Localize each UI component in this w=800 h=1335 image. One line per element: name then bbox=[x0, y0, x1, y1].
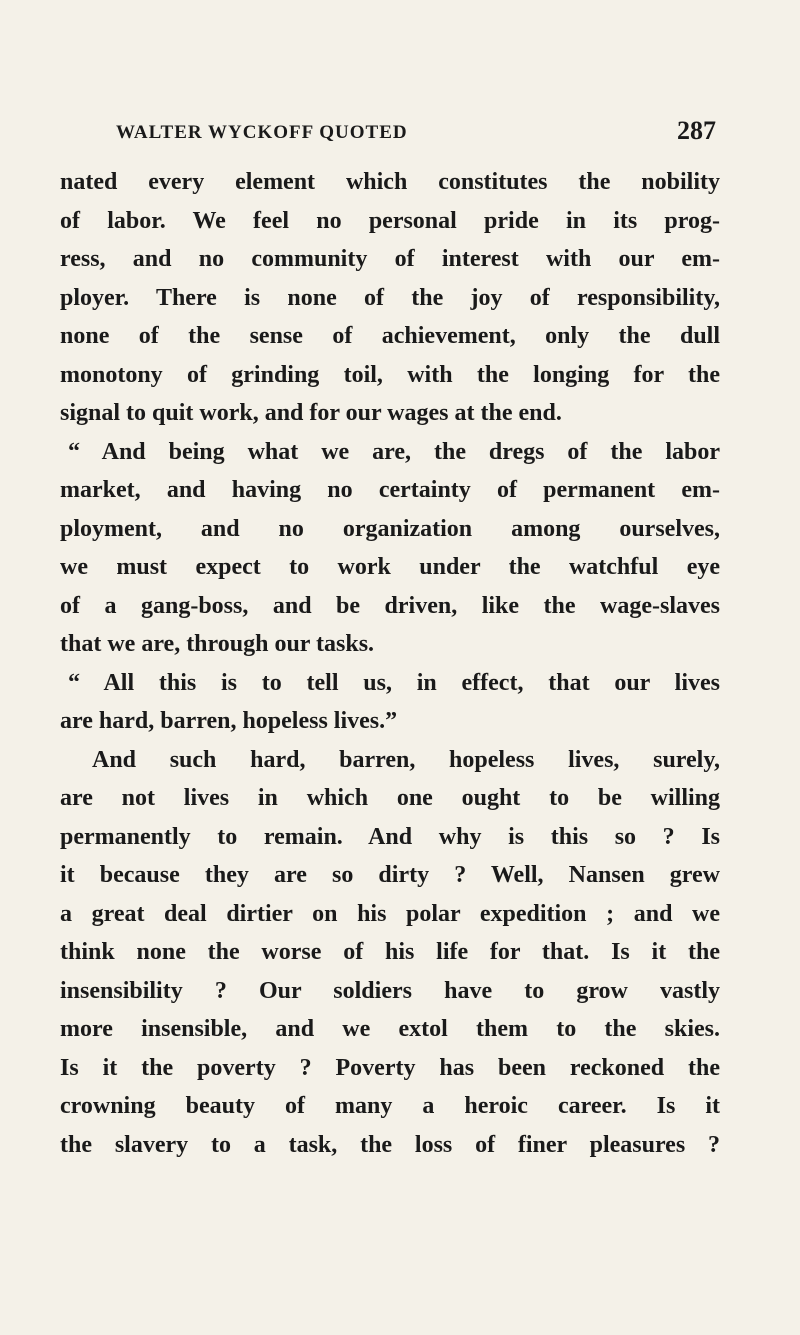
text-line: ployer. There is none of the joy of responsibility, bbox=[60, 284, 720, 311]
text-line: permanently to remain. And why is this so ? Is bbox=[60, 823, 720, 850]
text-line: And such hard, barren, hopeless lives, surely, bbox=[92, 746, 720, 773]
text-line: “ And being what we are, the dregs of the labor bbox=[68, 438, 720, 465]
text-line: are not lives in which one ought to be willing bbox=[60, 785, 720, 811]
text-line: of labor. We feel no personal pride in its prog- bbox=[60, 207, 720, 234]
text-line: insensibility ? Our soldiers have to grow vastly bbox=[60, 977, 720, 1004]
text-line: are hard, barren, hopeless lives.” bbox=[60, 708, 398, 734]
text-line: we must expect to work under the watchful eye bbox=[60, 554, 720, 580]
text-line: monotony of grinding toil, with the longing for the bbox=[60, 361, 720, 388]
text-line: a great deal dirtier on his polar expedition ; and we bbox=[60, 900, 720, 927]
text-line: market, and having no certainty of permanent em- bbox=[60, 477, 720, 503]
text-line: nated every element which constitutes the nobility bbox=[60, 169, 720, 195]
text-line: ress, and no community of interest with our em- bbox=[60, 246, 720, 272]
page-number: 287 bbox=[677, 116, 716, 145]
running-title: WALTER WYCKOFF QUOTED bbox=[116, 122, 408, 143]
text-line: “ All this is to tell us, in effect, that our lives bbox=[68, 669, 720, 696]
text-line: signal to quit work, and for our wages at the end. bbox=[60, 400, 562, 426]
text-line: none of the sense of achievement, only the dull bbox=[60, 323, 720, 349]
text-line: it because they are so dirty ? Well, Nansen grew bbox=[60, 862, 720, 888]
text-line: more insensible, and we extol them to the skies. bbox=[60, 1016, 720, 1042]
text-line: Is it the poverty ? Poverty has been reckoned the bbox=[60, 1054, 720, 1081]
text-line: ployment, and no organization among ourselves, bbox=[60, 515, 720, 542]
text-line: crowning beauty of many a heroic career. Is it bbox=[60, 1093, 720, 1119]
body-text bbox=[60, 163, 720, 1164]
text-line: think none the worse of his life for that. Is it the bbox=[60, 939, 720, 965]
running-head bbox=[116, 116, 716, 150]
text-line: of a gang-boss, and be driven, like the wage-slaves bbox=[60, 592, 720, 619]
text-line: that we are, through our tasks. bbox=[60, 631, 375, 657]
text-line: the slavery to a task, the loss of finer pleasures ? bbox=[60, 1131, 720, 1158]
